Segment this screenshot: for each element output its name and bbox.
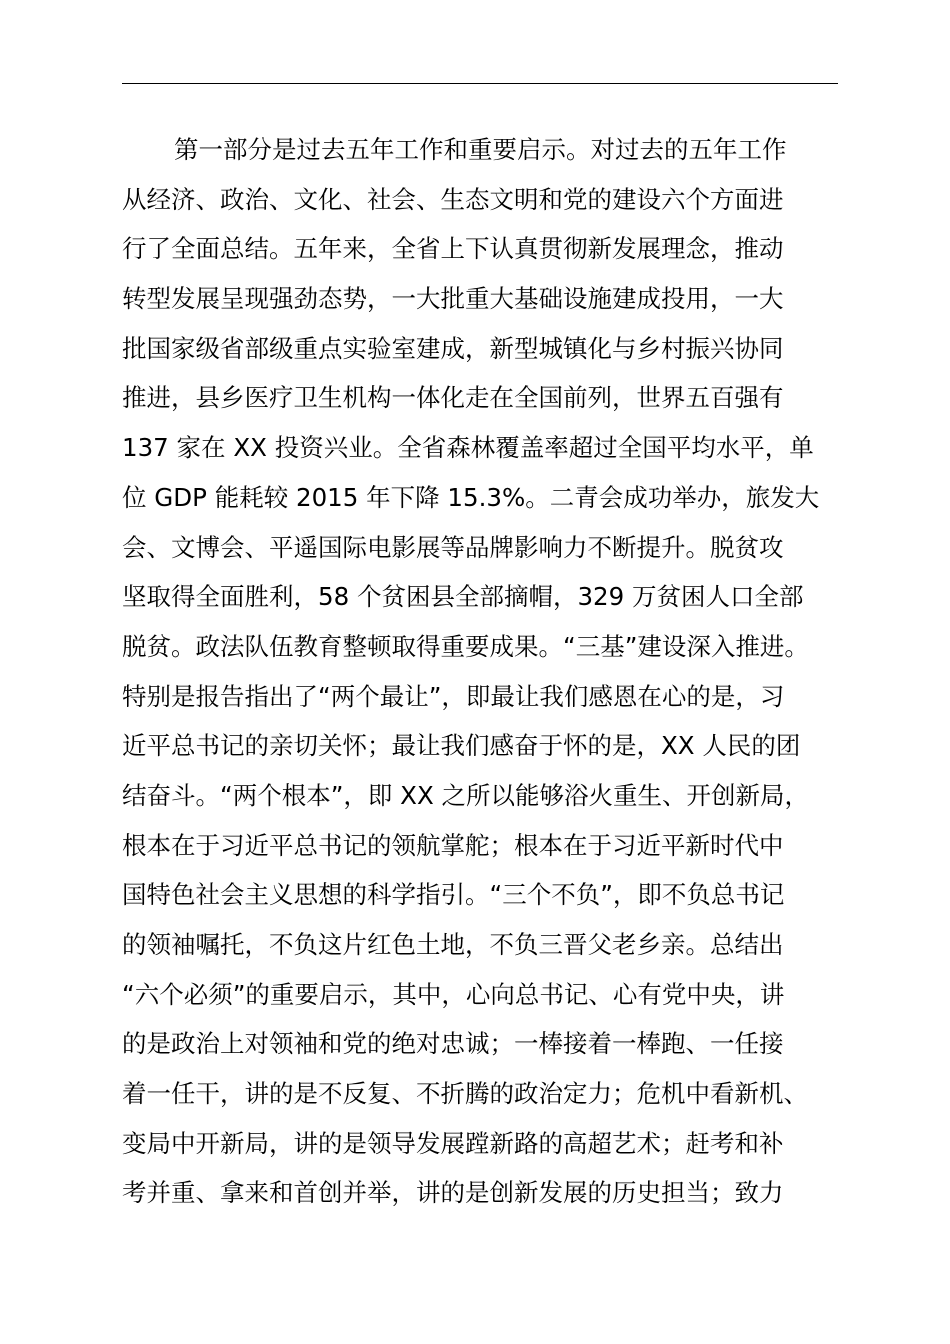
text-line: 特别是报告指出了“两个最让”，即最让我们感恩在心的是，习 xyxy=(122,681,785,711)
text-line: 变局中开新局，讲的是领导发展蹚新路的高超艺术；赶考和补 xyxy=(122,1128,784,1158)
text-line: 的是政治上对领袖和党的绝对忠诚；一棒接着一棒跑、一任接 xyxy=(122,1029,784,1059)
text-line: 着一任干，讲的是不反复、不折腾的政治定力；危机中看新机、 xyxy=(122,1079,808,1109)
text-line: 批国家级省部级重点实验室建成，新型城镇化与乡村振兴协同 xyxy=(122,333,784,363)
text-line: 脱贫。政法队伍教育整顿取得重要成果。“三基”建设深入推进。 xyxy=(122,631,809,661)
text-line: 转型发展呈现强劲态势，一大批重大基础设施建成投用，一大 xyxy=(122,284,784,314)
text-line: 位 GDP 能耗较 2015 年下降 15.3%。二青会成功举办，旅发大 xyxy=(122,482,820,512)
text-line: 从经济、政治、文化、社会、生态文明和党的建设六个方面进 xyxy=(122,184,784,214)
text-line: 坚取得全面胜利，58 个贫困县全部摘帽，329 万贫困人口全部 xyxy=(122,582,804,612)
text-line: 行了全面总结。五年来，全省上下认真贯彻新发展理念，推动 xyxy=(122,234,784,264)
text-line: 考并重、拿来和首创并举，讲的是创新发展的历史担当；致力 xyxy=(122,1178,784,1208)
text-line: 的领袖嘱托，不负这片红色土地，不负三晋父老乡亲。总结出 xyxy=(122,930,784,959)
text-line: 近平总书记的亲切关怀；最让我们感奋于怀的是，XX 人民的团 xyxy=(122,731,801,761)
text-line: 推进，县乡医疗卫生机构一体化走在全国前列，世界五百强有 xyxy=(122,383,784,413)
text-line: 结奋斗。“两个根本”，即 XX 之所以能够浴火重生、开创新局， xyxy=(122,780,810,810)
text-line: 根本在于习近平总书记的领航掌舵；根本在于习近平新时代中 xyxy=(122,830,784,860)
text-line: 会、文博会、平遥国际电影展等品牌影响力不断提升。脱贫攻 xyxy=(122,532,784,562)
header-rule xyxy=(122,83,838,84)
body-paragraph xyxy=(122,125,838,1218)
text-line: 第一部分是过去五年工作和重要启示。对过去的五年工作 xyxy=(174,135,787,164)
text-line: 国特色社会主义思想的科学指引。“三个不负”，即不负总书记 xyxy=(122,880,785,910)
text-line: “六个必须”的重要启示，其中，心向总书记、心有党中央，讲 xyxy=(122,979,785,1009)
text-line: 137 家在 XX 投资兴业。全省森林覆盖率超过全国平均水平，单 xyxy=(122,433,814,463)
